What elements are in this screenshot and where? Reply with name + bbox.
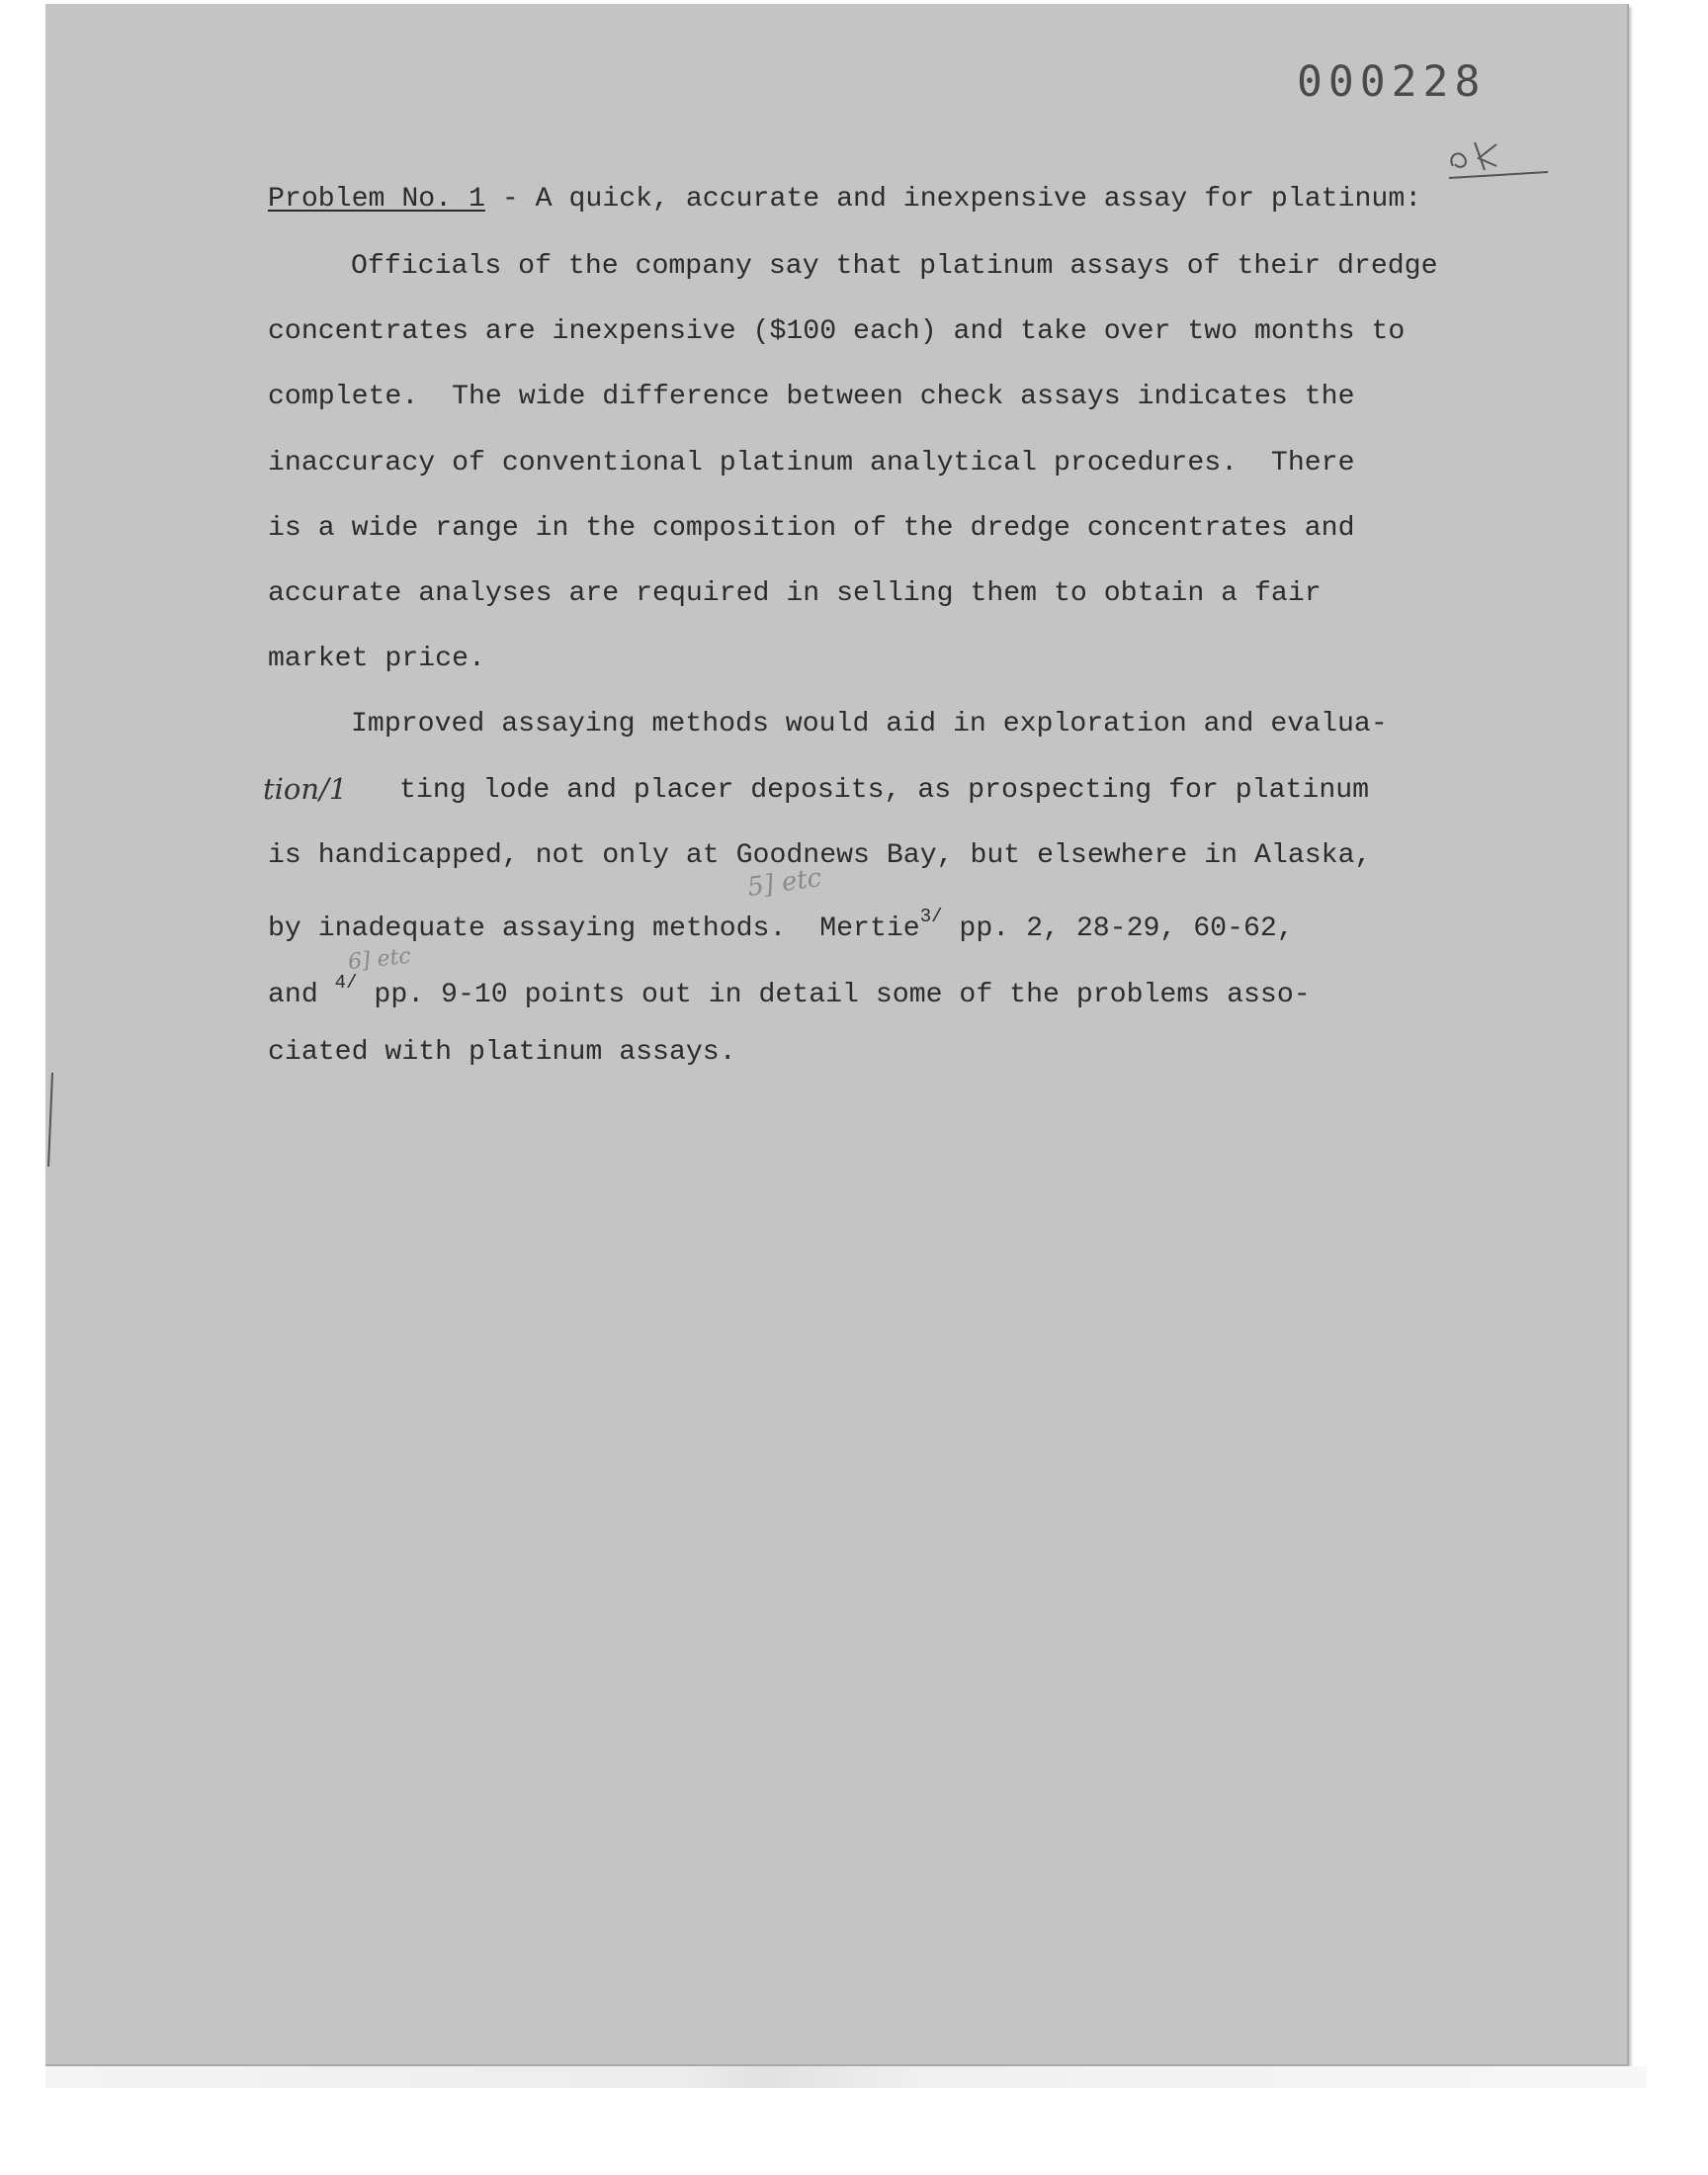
paragraph2-text: pp. 9-10 points out in detail some of the problems asso- [357, 980, 1311, 1010]
paragraph2-line [268, 974, 1311, 1009]
page-edge-mark [47, 1073, 53, 1167]
paragraph2-line: ciated with platinum assays. [268, 1037, 736, 1068]
paragraph1-line: concentrates are inexpensive ($100 each) and take over two months to [268, 316, 1406, 347]
paragraph1-line: is a wide range in the composition of the dredge concentrates and [268, 513, 1355, 544]
handwritten-ok-mark [1445, 127, 1554, 186]
paragraph1-line: inaccuracy of conventional platinum analytical procedures. There [268, 448, 1355, 478]
paragraph2-text: pp. 2, 28-29, 60-62, [942, 914, 1294, 944]
paragraph2-line: is handicapped, not only at Goodnews Bay, but elsewhere in Alaska, [268, 840, 1372, 871]
document-page [45, 4, 1629, 2066]
problem-heading-text: - A quick, accurate and inexpensive assay for platinum: [484, 184, 1422, 215]
document-number: 000228 [1297, 57, 1487, 107]
handwritten-note: 5] etc [745, 862, 824, 904]
footnote-ref: 4/ [334, 972, 358, 994]
paragraph1-line: market price. [268, 644, 485, 674]
problem-heading [268, 186, 1421, 214]
handwritten-note: 6] etc [346, 943, 412, 976]
paragraph2-line [268, 908, 1294, 943]
footnote-ref: 3/ [919, 906, 943, 927]
paragraph2-text: by inadequate assaying methods. Mertie [268, 914, 920, 944]
scan-edge [45, 2066, 1647, 2088]
problem-heading-label: Problem No. 1 [268, 184, 485, 215]
struck-text: tion/1 [263, 772, 348, 806]
paragraph1-line: complete. The wide difference between check assays indicates the [268, 382, 1355, 412]
paragraph2-text: and [268, 980, 335, 1010]
paragraph1-line: accurate analyses are required in selling them to obtain a fair [268, 578, 1322, 609]
paragraph1-line: Officials of the company say that platinum assays of their dredge [351, 251, 1438, 282]
paragraph2-line: Improved assaying methods would aid in exploration and evalua- [351, 709, 1388, 740]
paragraph2-line: ting lode and placer deposits, as prospecting for platinum [399, 775, 1370, 806]
